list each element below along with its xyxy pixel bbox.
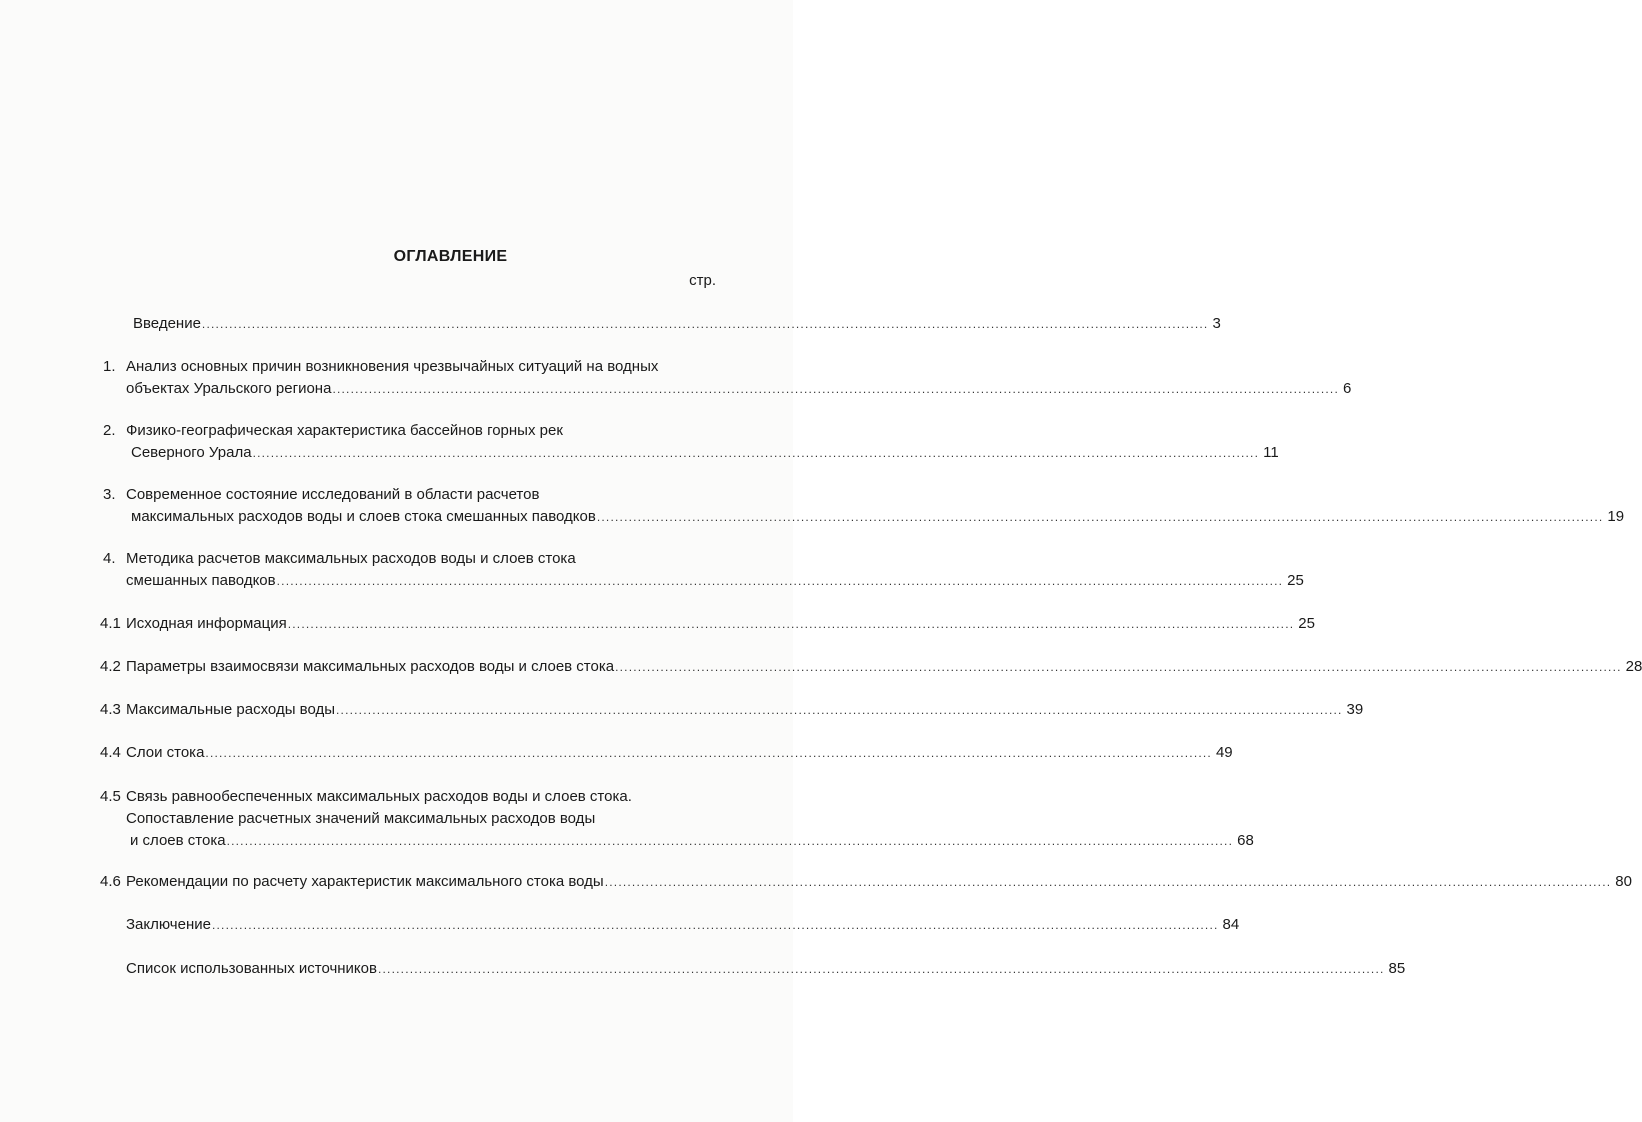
toc-title: [0, 248, 793, 266]
toc-page-number: 6: [1342, 380, 1352, 397]
toc-entry-text: Сопоставление расчетных значений максимальных расходов воды: [126, 810, 596, 827]
toc-entry-3: [103, 484, 1625, 528]
toc-entry-text: Северного Урала: [131, 444, 252, 461]
toc-entry-conclusion: [126, 914, 1240, 936]
toc-entry-number: 4.3: [100, 701, 121, 718]
toc-entry-text: объектах Уральского региона: [126, 380, 332, 397]
toc-entry-4-4: [100, 742, 1233, 764]
toc-entry-references: [126, 958, 1406, 980]
toc-page-number: 25: [1298, 615, 1315, 632]
toc-entry-text: Заключение: [126, 916, 211, 933]
toc-entry-number: 4.1: [100, 615, 121, 632]
toc-entry-text: Современное состояние исследований в области расчетов: [126, 486, 540, 503]
toc-leader-dots: ..............................................................................................................................................................................................................................: [615, 660, 1622, 674]
toc-entry-number: 1.: [103, 358, 116, 375]
toc-page-number: 85: [1388, 960, 1406, 977]
toc-entry-4-6: [100, 871, 1632, 893]
toc-page-number: 49: [1215, 744, 1233, 761]
toc-entry-number: 4.2: [100, 658, 121, 675]
toc-entry-text: Анализ основных причин возникновения чрезвычайных ситуаций на водных: [126, 358, 659, 375]
toc-entry-text: максимальных расходов воды и слоев стока смешанных паводков: [131, 508, 596, 525]
toc-entry-number: 4.: [103, 550, 116, 567]
toc-leader-dots: ..............................................................................................................................................................................................................................: [336, 703, 1343, 717]
toc-entry-number: 4.4: [100, 744, 121, 761]
toc-entry-number: 4.6: [100, 873, 121, 890]
toc-entry-text: Физико-географическая характеристика бассейнов горных рек: [126, 422, 563, 439]
toc-entry-number: 3.: [103, 486, 116, 503]
toc-entry-text: Максимальные расходы воды: [126, 701, 335, 718]
toc-entry-4-2: [100, 656, 1642, 678]
toc-page-number: 19: [1607, 508, 1625, 525]
toc-page-number: 25: [1287, 572, 1304, 589]
toc-entry-number: 4.5: [100, 788, 121, 805]
toc-entry-number: 2.: [103, 422, 116, 439]
toc-leader-dots: ..............................................................................................................................................................................................................................: [211, 918, 1219, 932]
toc-entry-text: Исходная информация: [126, 615, 287, 632]
toc-page-number: 68: [1237, 832, 1254, 849]
toc-entry-introduction: [133, 313, 1221, 335]
toc-entry-text: Параметры взаимосвязи максимальных расходов воды и слоев стока: [126, 658, 615, 675]
toc-leader-dots: ..............................................................................................................................................................................................................................: [226, 834, 1234, 848]
toc-page-number: 39: [1346, 701, 1364, 718]
toc-title-text: ОГЛАВЛЕНИЕ: [393, 248, 508, 265]
toc-leader-dots: ..............................................................................................................................................................................................................................: [276, 574, 1284, 588]
toc-entry-text: и слоев стока: [130, 832, 226, 849]
toc-page-number: 28: [1625, 658, 1642, 675]
toc-entry-text: Связь равнообеспеченных максимальных расходов воды и слоев стока.: [126, 788, 632, 805]
toc-entry-4: [103, 548, 1304, 592]
toc-leader-dots: ..............................................................................................................................................................................................................................: [252, 446, 1260, 460]
toc-leader-dots: ..............................................................................................................................................................................................................................: [205, 746, 1212, 760]
toc-entry-text: Методика расчетов максимальных расходов воды и слоев стока: [126, 550, 576, 567]
toc-leader-dots: ..............................................................................................................................................................................................................................: [377, 962, 1385, 976]
toc-leader-dots: ..............................................................................................................................................................................................................................: [596, 510, 1604, 524]
toc-entry-text: Слои стока: [126, 744, 205, 761]
toc-entry-4-3: [100, 699, 1364, 721]
toc-entry-text: Список использованных источников: [126, 960, 377, 977]
toc-page-number: 3: [1212, 315, 1221, 332]
toc-entry-4-5: [100, 786, 1254, 852]
toc-entry-text: Введение: [133, 315, 201, 332]
toc-entry-2: [103, 420, 1279, 464]
toc-page-number: 84: [1222, 916, 1240, 933]
toc-entry-text: Рекомендации по расчету характеристик максимального стока воды: [126, 873, 604, 890]
page-column-label: стр.: [689, 272, 716, 289]
toc-page-number: 11: [1263, 444, 1279, 461]
toc-entry-text: смешанных паводков: [126, 572, 276, 589]
toc-entry-4-1: [100, 613, 1315, 635]
toc-page-number: 80: [1615, 873, 1632, 890]
toc-leader-dots: ..............................................................................................................................................................................................................................: [201, 317, 1209, 331]
toc-entry-1: [103, 356, 1352, 400]
toc-leader-dots: ..............................................................................................................................................................................................................................: [604, 875, 1612, 889]
toc-leader-dots: ..............................................................................................................................................................................................................................: [287, 617, 1295, 631]
toc-leader-dots: ..............................................................................................................................................................................................................................: [332, 382, 1339, 396]
